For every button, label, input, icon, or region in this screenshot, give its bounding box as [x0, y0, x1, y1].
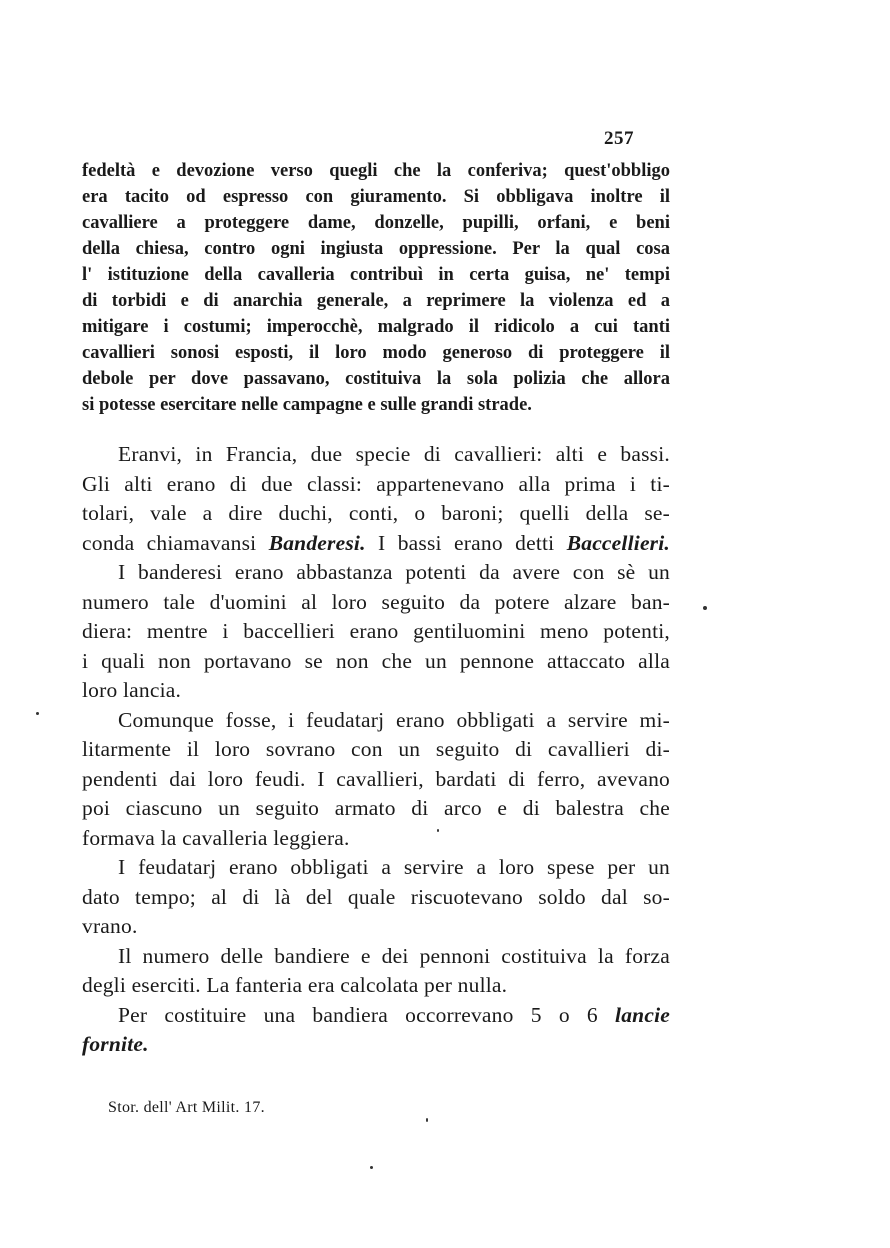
text-line: fedeltà e devozione verso quegli che la conferiva; quest'obbligo — [82, 161, 670, 181]
text-line: loro lancia. — [82, 678, 182, 702]
paragraph-chivalry-duties — [82, 158, 670, 418]
text-line: i quali non portavano se non che un pennone attaccato alla — [82, 648, 670, 673]
text-line: mitigare i costumi; imperocchè, malgrado il ridicolo a cui tanti — [82, 317, 670, 337]
text-line: cavallieri sonosi esposti, il loro modo generoso di proteggere il — [82, 343, 670, 363]
text-line: Il numero delle bandiere e dei pennoni costituiva la forza — [118, 943, 670, 968]
text-line: Comunque fosse, i feudatarj erano obbligati a servire mi- — [118, 707, 670, 732]
text-line: tolari, vale a dire duchi, conti, o baroni; quelli della se- — [82, 501, 670, 525]
page-number: 257 — [604, 128, 634, 149]
text-line: I banderesi erano abbastanza potenti da avere con sè un — [118, 560, 670, 584]
text-line: l' istituzione della cavalleria contribuì in certa guisa, ne' tempi — [82, 265, 670, 285]
text-line: degli eserciti. La fanteria era calcolata per nulla. — [82, 973, 508, 997]
text-line: litarmente il loro sovrano con un seguito di cavallieri di- — [82, 737, 670, 761]
text-line: vrano. — [82, 914, 138, 938]
text-line: si potesse esercitare nelle campagne e sulle grandi strade. — [82, 395, 532, 415]
scan-speck — [437, 829, 439, 832]
text-line: di torbidi e di anarchia generale, a reprimere la violenza ed a — [82, 291, 670, 311]
text-line: Eranvi, in Francia, due specie di cavallieri: alti e bassi. — [118, 442, 670, 466]
text-line: Gli alti erano di due classi: appartenevano alla prima i ti- — [82, 471, 670, 496]
signature-footer: Stor. dell' Art Milit. 17. — [108, 1099, 265, 1116]
scan-speck — [426, 1118, 428, 1122]
text-line: dato tempo; al di là del quale riscuotevano soldo dal so- — [82, 884, 670, 909]
main-text — [82, 440, 670, 1060]
scan-speck — [703, 606, 707, 610]
text-line: conda chiamavansi Banderesi. I bassi erano detti Baccellieri. — [82, 530, 670, 555]
text-line: I feudatarj erano obbligati a servire a loro spese per un — [118, 855, 670, 879]
text-line: numero tale d'uomini al loro seguito da potere alzare ban- — [82, 589, 670, 614]
text-line: pendenti dai loro feudi. I cavallieri, bardati di ferro, avevano — [82, 766, 670, 791]
text-line: debole per dove passavano, costituiva la sola polizia che allora — [82, 369, 670, 389]
scan-speck — [36, 712, 39, 715]
text-line: Per costituire una bandiera occorrevano 5 o 6 lancie — [118, 1002, 670, 1027]
text-line: formava la cavalleria leggiera. — [82, 825, 350, 850]
text-line: era tacito od espresso con giuramento. Si obbligava inoltre il — [82, 187, 670, 207]
text-line: diera: mentre i baccellieri erano gentiluomini meno potenti, — [82, 619, 670, 643]
text-line: della chiesa, contro ogni ingiusta oppressione. Per la qual cosa — [82, 239, 670, 259]
scan-speck — [370, 1166, 373, 1169]
text-line: poi ciascuno un seguito armato di arco e di balestra che — [82, 796, 670, 820]
text-line: fornite. — [82, 1032, 149, 1056]
text-line: cavalliere a proteggere dame, donzelle, pupilli, orfani, e beni — [82, 213, 670, 233]
